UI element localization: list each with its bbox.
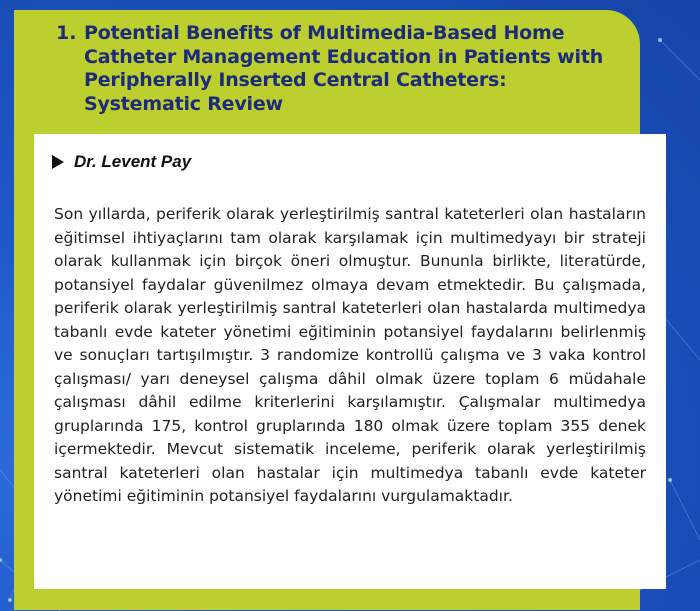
title-block — [56, 22, 616, 116]
author-name: Dr. Levent Pay — [74, 152, 192, 171]
title-number: 1. — [56, 22, 77, 44]
abstract-text: Son yıllarda, periferik olarak yerleştirilmiş santral kateterleri olan hastaların eğitimsel ihtiyaçlarını tam olarak karşılamak için multimedyayı bir strateji olarak kullanmak için birçok öneri olmuştur. Bununla birlikte, literatürde, potansiyel faydalar güvenilmez olmaya devam etmektedir. Bu çalışmada, periferik olarak yerleştirilmiş santral kateterleri olan hastalarda multimedya tabanlı evde kateter yönetimi eğitiminin potansiyel faydalarını belirlenmiş ve sonuçları tartışılmıştır. 3 randomize kontrollü çalışma ve 3 vaka kontrol çalışması/ yarı deneysel çalışma dâhil olmak üzere toplam 6 müdahale çalışması dâhil edilme kriterlerini karşılamıştır. Çalışmalar multimedya gruplarında 175, kontrol gruplarında 180 olmak üzere toplam 355 denek içermektedir. Mevcut sistematik inceleme, periferik olarak yerleştirilmiş santral kateterleri olan hastalar için multimedya tabanlı evde kateter yönetimi eğitiminin potansiyel faydalarını vurgulamaktadır. — [54, 205, 646, 505]
page-title: Potential Benefits of Multimedia-Based Home Catheter Management Education in Patients with Peripherally Inserted Central Catheters: Systematic Review — [84, 22, 604, 115]
play-triangle-icon — [52, 155, 64, 169]
author-line — [52, 152, 191, 172]
